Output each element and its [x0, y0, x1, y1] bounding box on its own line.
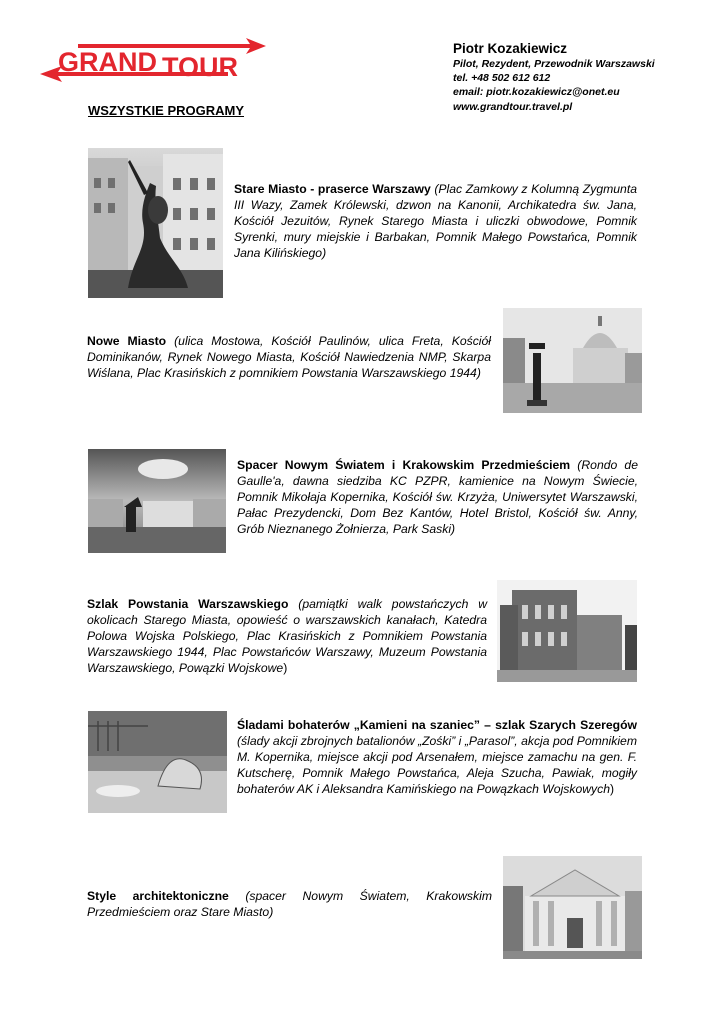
program-desc: (ulica Mostowa, Kościół Paulinów, ulica Freta, Kościół Dominikanów, Rynek Nowego Miasta, Kościół Nawiedzenia NMP, Skarpa Wiślana, Plac Krasińskich z pomnikiem Powstania Warszawskiego 1944) [87, 334, 491, 380]
program-powstanie [87, 596, 487, 676]
memorial-stone-photo [88, 711, 227, 813]
program-tail: ) [610, 782, 615, 796]
program-tail: ) [283, 661, 288, 675]
contact-name: Piotr Kozakiewicz [453, 41, 568, 56]
contact-website[interactable]: www.grandtour.travel.pl [453, 100, 573, 113]
program-title: Śladami bohaterów „Kamieni na szaniec” – szlak Szarych Szeregów [237, 718, 637, 732]
grand-tour-logo [38, 36, 268, 84]
program-title: Style architektoniczne [87, 889, 229, 903]
presidential-palace-photo [88, 449, 226, 553]
program-desc: (pamiątki walk powstańczych w okolicach Starego Miasta, opowieść o warszawskich kanałach, Katedra Polowa Wojska Polskiego, Plac Krasińskich z Pomnikiem Powstania Warszawskiego 1944, Plac Powstańców Warszawy, Muzeum Powstania Warszawskiego, Powązki Wojskowe [87, 597, 488, 675]
program-style-architektoniczne [87, 888, 492, 920]
mermaid-statue-photo [88, 148, 223, 298]
contact-phone: tel. +48 502 612 612 [453, 72, 551, 85]
contact-email[interactable]: email: piotr.kozakiewicz@onet.eu [453, 86, 620, 99]
program-desc: (Rondo de Gaulle'a, dawna siedziba KC PZPR, kamienice na Nowym Świecie, Pomnik Mikołaja Kopernika, Kościół św. Krzyża, Uniwersytet Warszawski, Pałac Prezydencki, Dom Bez Kantów, Hotel Bristol, Kościół św. Anny, Grób Nieznanego Żołnierza, Park Saski) [237, 458, 638, 536]
program-desc: (Plac Zamkowy z Kolumną Zygmunta III Wazy, Zamek Królewski, dzwon na Kanonii, Archikatedra św. Jana, Kościół Jezuitów, Rynek Starego Miasta i uliczki obwodowe, Pomnik Syrenki, mury miejskie i Barbakan, Pomnik Małego Powstańca, Pomnik Jana Kilińskiego) [234, 182, 637, 260]
program-title: Nowe Miasto [87, 334, 167, 348]
new-town-square-photo [503, 308, 642, 413]
logo-text-grand: GRAND [58, 47, 157, 77]
program-desc: (ślady akcji zbrojnych batalionów „Zośki” i „Parasol”, akcja pod Pomnikiem M. Kopernika, miejsce akcji pod Arsenałem, miejsce zamachu na gen. F. Kutscherę, Pomnik Małego Powstańca, Aleja Szucha, Pawiak, mogiły bohaterów AK i Aleksandra Kamińskiego na Powązkach Wojskowych [237, 734, 637, 796]
grand-tour-logo-arrows-icon [38, 36, 268, 84]
contact-block [453, 40, 703, 114]
program-title: Stare Miasto - praserce Warszawy [234, 182, 431, 196]
contact-role: Pilot, Rezydent, Przewodnik Warszawski [453, 58, 655, 70]
program-nowe-miasto [87, 333, 491, 381]
program-stare-miasto [234, 181, 637, 261]
page-heading: WSZYSTKIE PROGRAMY [88, 103, 245, 118]
logo-text-tour: TOUR [162, 52, 239, 82]
program-nowy-swiat [237, 457, 638, 537]
program-title: Spacer Nowym Światem i Krakowskim Przedmieściem [237, 458, 571, 472]
program-title: Szlak Powstania Warszawskiego [87, 597, 289, 611]
uprising-museum-photo [497, 580, 637, 682]
program-kamienie-na-szaniec [237, 717, 637, 797]
church-facade-photo [503, 856, 642, 959]
program-desc: (spacer Nowym Światem, Krakowskim Przedmieściem oraz Stare Miasto) [87, 889, 492, 919]
